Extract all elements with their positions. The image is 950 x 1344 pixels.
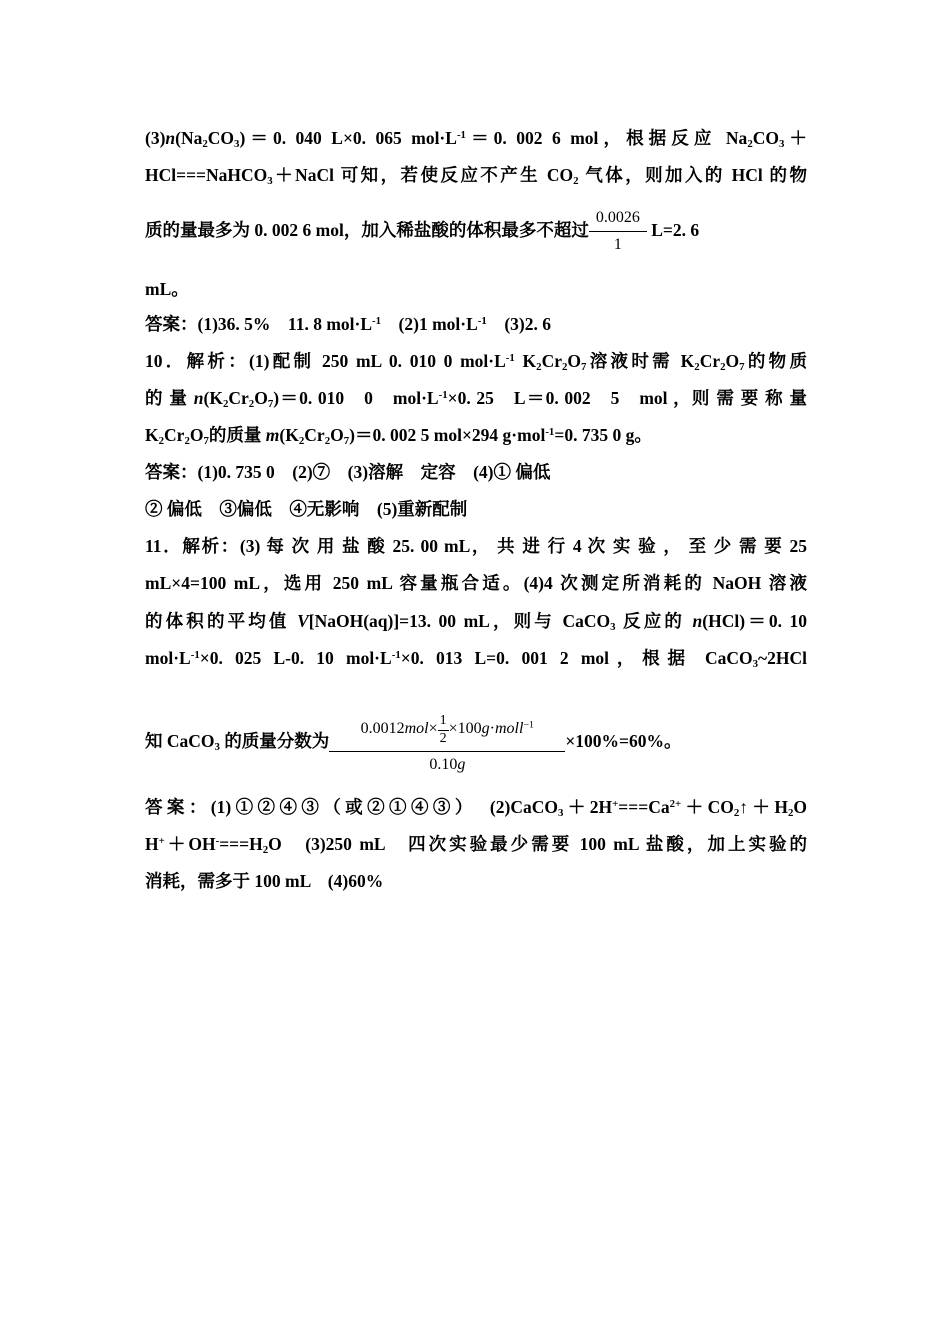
- answer-10-2: ② 偏低 ③偏低 ④无影响 (5)重新配制: [145, 499, 468, 519]
- line-4: mL。: [145, 279, 189, 299]
- fraction-half: $\frac{1}{2}$: [439, 712, 447, 746]
- line-11-4: $mol\cdot L^{-1}\times 0$. 025 L-0. 10 $mol\cdot L^{-1}\times 0$. 013 L=0. 001 2 mol，根据 CaCO$_3$~2HCl: [145, 648, 808, 671]
- line-11-1: 11．解析：(3) 每 次 用 盐 酸 25. 00 mL， 共 进 行 4 次 实 验 ， 至 少 需 要 25: [145, 536, 807, 556]
- line-11-5: 知 CaCO$_3$ 的质量分数为 0.0012mol× $\frac{1}{2}$ ×100g·moll$^{-1}$ 0.10g ×100%=60%。: [145, 708, 807, 775]
- answer-11-2: $H^++OH^-===H_2O$ (3)250 mL 四次实验最少需要 100 mL 盐酸，加上实验的: [145, 834, 807, 857]
- line-10-2: 的 量 $n(K_2Cr_2O_7)=0$. 010 0 $mol\cdot L^{-1}\times 0$. 25 L＝0. 002 5 mol ，则 需 要 称 量: [145, 388, 807, 411]
- answer-11-3: 消耗，需多于 100 mL (4)60%: [145, 871, 384, 891]
- line-1: $(3)n(Na_2CO_3)=0$. 040 L×0. 065 $mol\cdot L^{-1}=0$. 002 6 mol，根据反应 $Na_2CO_3+$: [145, 128, 807, 151]
- answer-11-1: 答案：(1)①②④③（或②①④③） $(2)CaCO_3+2H^+===Ca^{2+}+CO_2↑+H_2O$: [145, 797, 808, 820]
- line-10-1: 10．解析：(1)配制 250 mL 0. 010 0 $mol\cdot L^{-1}$ $K_2Cr_2O_7$溶液时需 $K_2Cr_2O_7$的物质: [145, 351, 807, 374]
- answer-10-1: 答案：(1)0. 735 0 (2)⑦ (3)溶解 定容 (4)① 偏低: [145, 462, 551, 482]
- line-2: HCl===NaHCO$_3$＋NaCl 可知，若使反应不产生 $CO_2$ 气体，则加入的 HCl 的物: [145, 165, 807, 188]
- line-3: 质的量最多为 0. 002 6 mol，加入稀盐酸的体积最多不超过 $\frac{0.0026}{1}$ L=2. 6: [145, 209, 700, 254]
- answer-9: 答案：(1)36. 5% 11. 8 $mol\cdot L^{-1}$ (2)1 $mol\cdot L^{-1}$ (3)2. 6: [145, 314, 551, 334]
- line-11-3: 的体积的平均值 V[NaOH(aq)]=13. 00 mL，则与 CaCO$_3$ 反应的 n(HCl)＝0. 10: [145, 611, 808, 634]
- line-10-3: $K_2Cr_2O_7$的质量 $m(K_2Cr_2O_7)=0$. 002 5 mol×294 g·mol$^{-1}$=0. 735 0 g。: [145, 425, 652, 448]
- line-11-2: mL×4=100 mL，选用 250 mL 容量瓶合适。(4)4 次测定所消耗的 NaOH 溶液: [145, 573, 807, 593]
- fraction-mass-percent: 0.0012mol× $\frac{1}{2}$ ×100g·moll$^{-1}$ 0.10g: [329, 710, 565, 775]
- fraction-volume: $\frac{0.0026}{1}$: [589, 208, 647, 255]
